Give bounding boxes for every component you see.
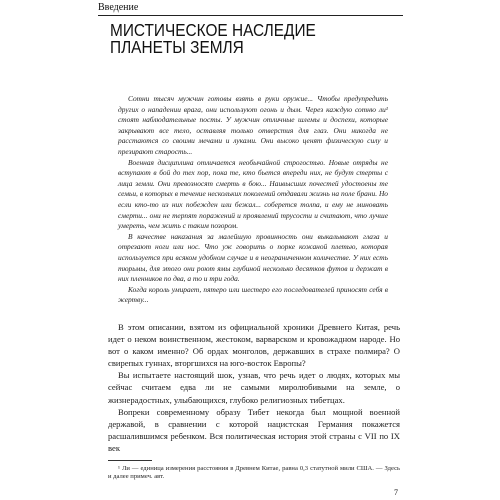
quote-paragraph: Сотни тысяч мужчин готовы взять в руки оружие... Чтобы предупредить других о нападении врага, они используют огонь и дым. Через каждую сотню ли¹ стоят наблюдательные посты. У мужчин отличные шлемы и доспехи, которые закрывают все тело, оставляя только отверстия для глаз. Они никогда не расстаются со своими мечами и луками. Они высоко ценят физическую силу и презирают старость... — [118, 94, 388, 156]
epigraph-quote — [118, 94, 388, 306]
body-paragraph: Вы испытаете настоящий шок, узнав, что речь идет о людях, которых мы сейчас считаем едва ли не самыми миролюбивыми на земле, о жизнерадостных, улыбающихся, глубоко религиозных тибетцах. — [108, 370, 400, 405]
body-paragraph: Вопреки современному образу Тибет некогда был мощной военной державой, в сравнении с которой нацистская Германия покажется расшалившимся ребенком. Вся политическая история этой страны с VII по IX век — [108, 406, 400, 453]
quote-paragraph: Военная дисциплина отличается необычайной строгостью. Новые отряды не вступают в бой до тех пор, пока те, кто бьется впереди них, не будут стерты с лица земли. Они превозносят смерть в бою... Наивысших почестей удостоены те семьи, в которых в течение нескольких поколений отдавали жизнь на поле брани. Но если кто-то из них побежден или бежал... соберется толпа, и ему не миновать смерти... они не терпят поражений и проявлений трусости и считают, что лучше умереть, чем жить с таким позором. — [118, 157, 388, 231]
chapter-title — [110, 22, 365, 56]
footnote-divider — [108, 460, 152, 461]
page-number: 7 — [394, 488, 398, 497]
footnote-text: ¹ Ли — единица измерения расстояния в Древнем Китае, равна 0,3 статутной мили США. — Здесь и далее примеч. авт. — [108, 465, 400, 481]
chapter-title-line-2: ПЛАНЕТЫ ЗЕМЛЯ — [110, 37, 244, 57]
quote-paragraph: В качестве наказания за малейшую провинность они выкалывают глаза и отрезают ноги или нос. Что уж говорить о порке кожаной плетью, которая используется при всяком удобном случае и в неограниченном количестве. У них есть тюрьмы, для этого они роют ямы глубиной несколько десятков футов и держат в них пленников по два, а то и три года. — [118, 231, 388, 284]
quote-paragraph: Когда король умирает, пятеро или шестеро его последователей приносят себя в жертву... — [118, 284, 388, 305]
running-header: Введение — [98, 2, 403, 16]
chapter-title-line-1: МИСТИЧЕСКОЕ НАСЛЕДИЕ — [110, 20, 316, 40]
footnote — [108, 465, 400, 482]
body-text — [108, 321, 400, 454]
body-paragraph: В этом описании, взятом из официальной хроники Древнего Китая, речь идет о неком воинственном, жестоком, варварском и кровожадном народе. Но вот о каком именно? Об ордах монголов, державших в страхе полмира? О свирепых гуннах, вторгшихся на юго-восток Европы? — [108, 322, 400, 369]
